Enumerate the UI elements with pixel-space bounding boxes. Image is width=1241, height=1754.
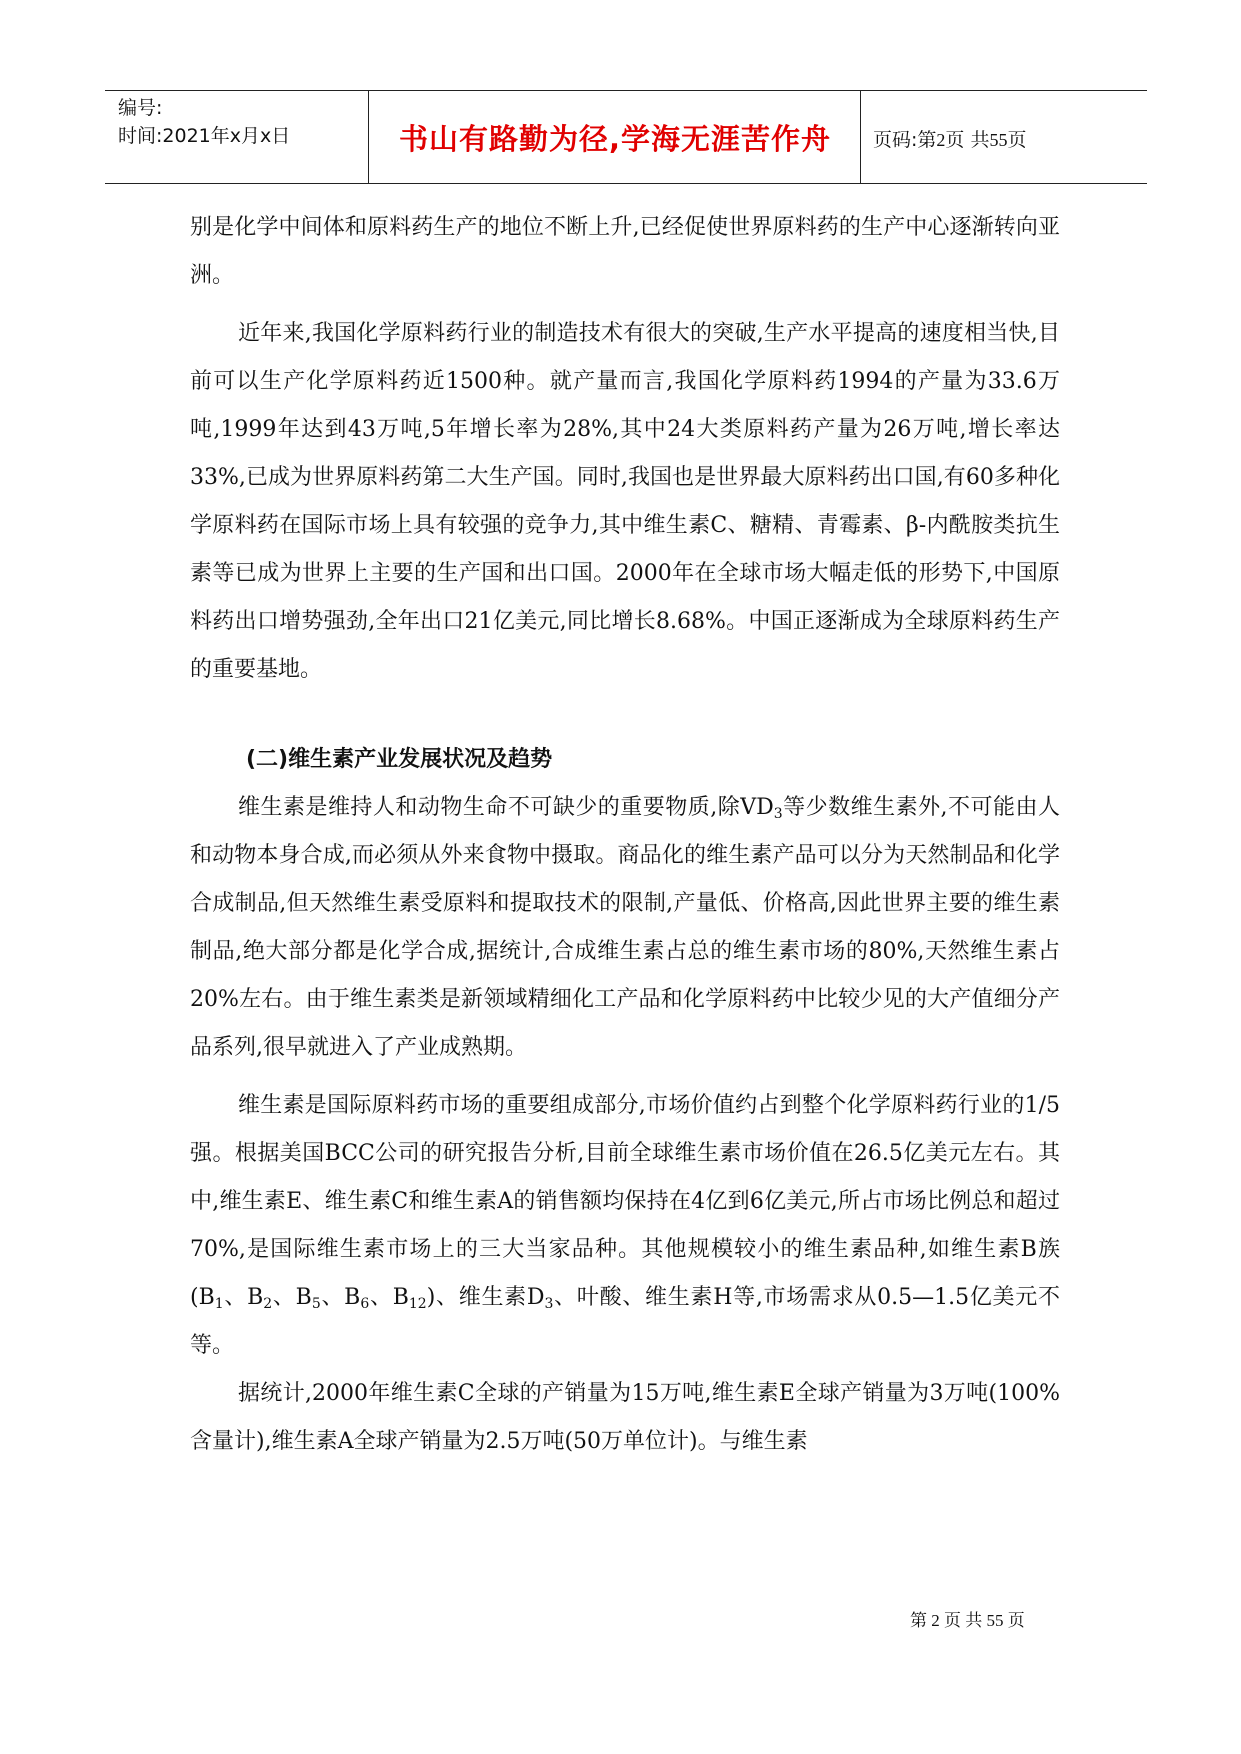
header-top-rule — [105, 90, 1147, 91]
header-divider-right — [860, 90, 861, 184]
page-prefix: 页码:第 — [873, 129, 937, 151]
paragraph-3 — [190, 784, 1060, 1072]
page-mid: 页 共 — [945, 129, 990, 151]
header-slogan: 书山有路勤为径,学海无涯苦作舟 — [398, 122, 832, 156]
p3-text-a: 维生素是维持人和动物生命不可缺少的重要物质,除VD — [238, 795, 774, 820]
page-footer: 第 2 页 共 55 页 — [910, 1611, 1025, 1630]
p4-text-b: 、B — [223, 1285, 264, 1310]
page-total: 55 — [989, 130, 1008, 150]
p4-sub-5: 12 — [408, 1296, 427, 1312]
p4-text-a: 维生素是国际原料药市场的重要组成部分,市场价值约占到整个化学原料药行业的1/5强。根据美国BCC公司的研究报告分析,目前全球维生素市场价值在26.5亿美元左右。其中,维生素E、维生素C和维生素A的销售额均保持在4亿到6亿美元,所占市场比例总和超过70%,是国际维生素市场上的三大当家品种。其他规模较小的维生素品种,如维生素B族(B — [190, 1093, 1060, 1310]
page-current: 2 — [936, 130, 946, 150]
p4-text-g: 、叶酸、维生素H等,市场需求从0.5—1.5亿美元不等。 — [190, 1285, 1060, 1358]
p3-text-b: 等少数维生素外,不可能由人和动物本身合成,而必须从外来食物中摄取。商品化的维生素产品可以分为天然制品和化学合成制品,但天然维生素受原料和提取技术的限制,产量低、价格高,因此世界主要的维生素制品,绝大部分都是化学合成,据统计,合成维生素占总的维生素市场的80%,天然维生素占20%左右。由于维生素类是新领域精细化工产品和化学原料药中比较少见的大产值细分产品系列,很早就进入了产业成熟期。 — [190, 795, 1060, 1060]
header-meta — [118, 94, 290, 150]
paragraph-4 — [190, 1082, 1060, 1370]
header-page-number — [873, 125, 1026, 152]
p3-subscript: 3 — [773, 806, 783, 822]
p4-sub-4: 6 — [360, 1296, 370, 1312]
p4-sub-3: 5 — [311, 1296, 321, 1312]
header-bottom-rule — [105, 183, 1147, 184]
p4-text-d: 、B — [320, 1285, 361, 1310]
paragraph-2: 近年来,我国化学原料药行业的制造技术有很大的突破,生产水平提高的速度相当快,目前可以生产化学原料药近1500种。就产量而言,我国化学原料药1994的产量为33.6万吨,1999年达到43万吨,5年增长率为28%,其中24大类原料药产量为26万吨,增长率达33%,已成为世界原料药第二大生产国。同时,我国也是世界最大原料药出口国,有60多种化学原料药在国际市场上具有较强的竞争力,其中维生素C、糖精、青霉素、β-内酰胺类抗生素等已成为世界上主要的生产国和出口国。2000年在全球市场大幅走低的形势下,中国原料药出口增势强劲,全年出口21亿美元,同比增长8.68%。中国正逐渐成为全球原料药生产的重要基地。 — [190, 321, 1060, 682]
page-suffix: 页 — [1007, 129, 1027, 151]
section-heading: (二)维生素产业发展状况及趋势 — [246, 747, 553, 772]
header-divider-left — [368, 90, 369, 184]
p4-text-f: )、维生素D — [426, 1285, 545, 1310]
p4-sub-2: 2 — [263, 1296, 273, 1312]
serial-number-label: 编号: — [118, 97, 163, 119]
paragraph-1: 别是化学中间体和原料药生产的地位不断上升,已经促使世界原料药的生产中心逐渐转向亚洲。 — [190, 215, 1060, 288]
paragraph-5: 据统计,2000年维生素C全球的产销量为15万吨,维生素E全球产销量为3万吨(100%含量计),维生素A全球产销量为2.5万吨(50万单位计)。与维生素 — [190, 1381, 1060, 1454]
p4-sub-6: 3 — [544, 1296, 554, 1312]
p4-text-c: 、B — [272, 1285, 312, 1310]
date-label: 时间:2021年x月x日 — [118, 125, 291, 147]
p4-sub-1: 1 — [214, 1296, 224, 1312]
p4-text-e: 、B — [369, 1285, 409, 1310]
document-body — [190, 204, 1060, 1466]
